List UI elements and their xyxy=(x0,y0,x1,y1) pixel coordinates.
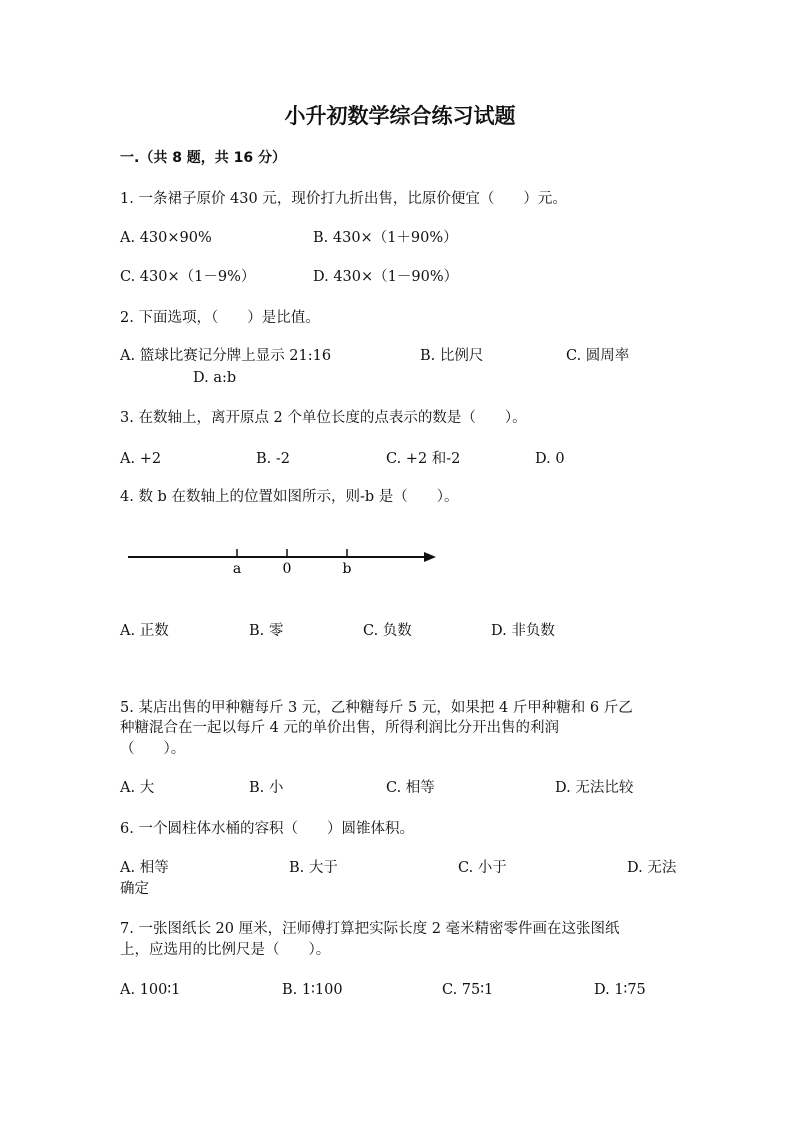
question-5-stem-line-2: 种糖混合在一起以每斤 4 元的单价出售，所得利润比分开出售的利润 xyxy=(120,720,559,736)
question-5-stem-line-1: 5. 某店出售的甲种糖每斤 3 元，乙种糖每斤 5 元，如果把 4 斤甲种糖和 6 斤乙 xyxy=(120,700,633,716)
q5-option-c: C. 相等 xyxy=(386,780,435,796)
q1-option-c: C. 430×（1－9%） xyxy=(120,269,256,285)
q3-option-b: B. -2 xyxy=(256,451,290,467)
q4-option-c: C. 负数 xyxy=(363,623,412,639)
tick-label-a: a xyxy=(232,561,242,577)
page-title: 小升初数学综合练习试题 xyxy=(284,104,516,128)
q6-option-b: B. 大于 xyxy=(289,860,338,876)
question-1-stem: 1. 一条裙子原价 430 元，现价打九折出售，比原价便宜（ ）元。 xyxy=(120,191,567,207)
q7-option-b: B. 1∶100 xyxy=(282,982,343,998)
question-7-stem-line-1: 7. 一张图纸长 20 厘米，汪师傅打算把实际长度 2 毫米精密零件画在这张图纸 xyxy=(120,921,620,937)
q1-option-d: D. 430×（1－90%） xyxy=(313,269,459,285)
q4-option-a: A. 正数 xyxy=(120,623,169,639)
q2-option-c: C. 圆周率 xyxy=(566,348,630,364)
q6-option-a: A. 相等 xyxy=(120,860,169,876)
tick-label-0: 0 xyxy=(282,561,292,577)
section-heading: 一.（共 8 题，共 16 分） xyxy=(120,150,287,166)
q5-option-b: B. 小 xyxy=(249,780,284,796)
q5-option-d: D. 无法比较 xyxy=(555,780,634,796)
number-line-figure xyxy=(120,540,450,580)
q4-option-d: D. 非负数 xyxy=(491,623,555,639)
q6-option-d-wrap: 确定 xyxy=(120,881,149,897)
question-2-stem: 2. 下面选项，（ ）是比值。 xyxy=(120,310,320,326)
q3-option-c: C. +2 和-2 xyxy=(386,451,461,467)
question-3-stem: 3. 在数轴上，离开原点 2 个单位长度的点表示的数是（ ）。 xyxy=(120,410,527,426)
number-line-arrow xyxy=(424,552,436,562)
q2-option-b: B. 比例尺 xyxy=(420,348,484,364)
q3-option-d: D. 0 xyxy=(535,451,565,467)
q7-option-c: C. 75∶1 xyxy=(442,982,494,998)
q2-option-a: A. 篮球比赛记分牌上显示 21:16 xyxy=(120,348,332,364)
q5-option-a: A. 大 xyxy=(120,780,155,796)
tick-label-b: b xyxy=(342,561,352,577)
question-4-stem: 4. 数 b 在数轴上的位置如图所示，则-b 是（ ）。 xyxy=(120,489,459,505)
q1-option-b: B. 430×（1＋90%） xyxy=(313,230,458,246)
q6-option-c: C. 小于 xyxy=(458,860,507,876)
q7-option-d: D. 1∶75 xyxy=(594,982,646,998)
q7-option-a: A. 100∶1 xyxy=(120,982,181,998)
q1-option-a: A. 430×90% xyxy=(120,230,212,246)
question-6-stem: 6. 一个圆柱体水桶的容积（ ）圆锥体积。 xyxy=(120,821,414,837)
q4-option-b: B. 零 xyxy=(249,623,284,639)
question-7-stem-line-2: 上，应选用的比例尺是（ ）。 xyxy=(120,942,331,958)
q6-option-d: D. 无法 xyxy=(627,860,677,876)
q2-option-d: D. a:b xyxy=(193,370,237,386)
q3-option-a: A. +2 xyxy=(120,451,162,467)
question-5-stem-line-3: （ ）。 xyxy=(120,741,186,757)
